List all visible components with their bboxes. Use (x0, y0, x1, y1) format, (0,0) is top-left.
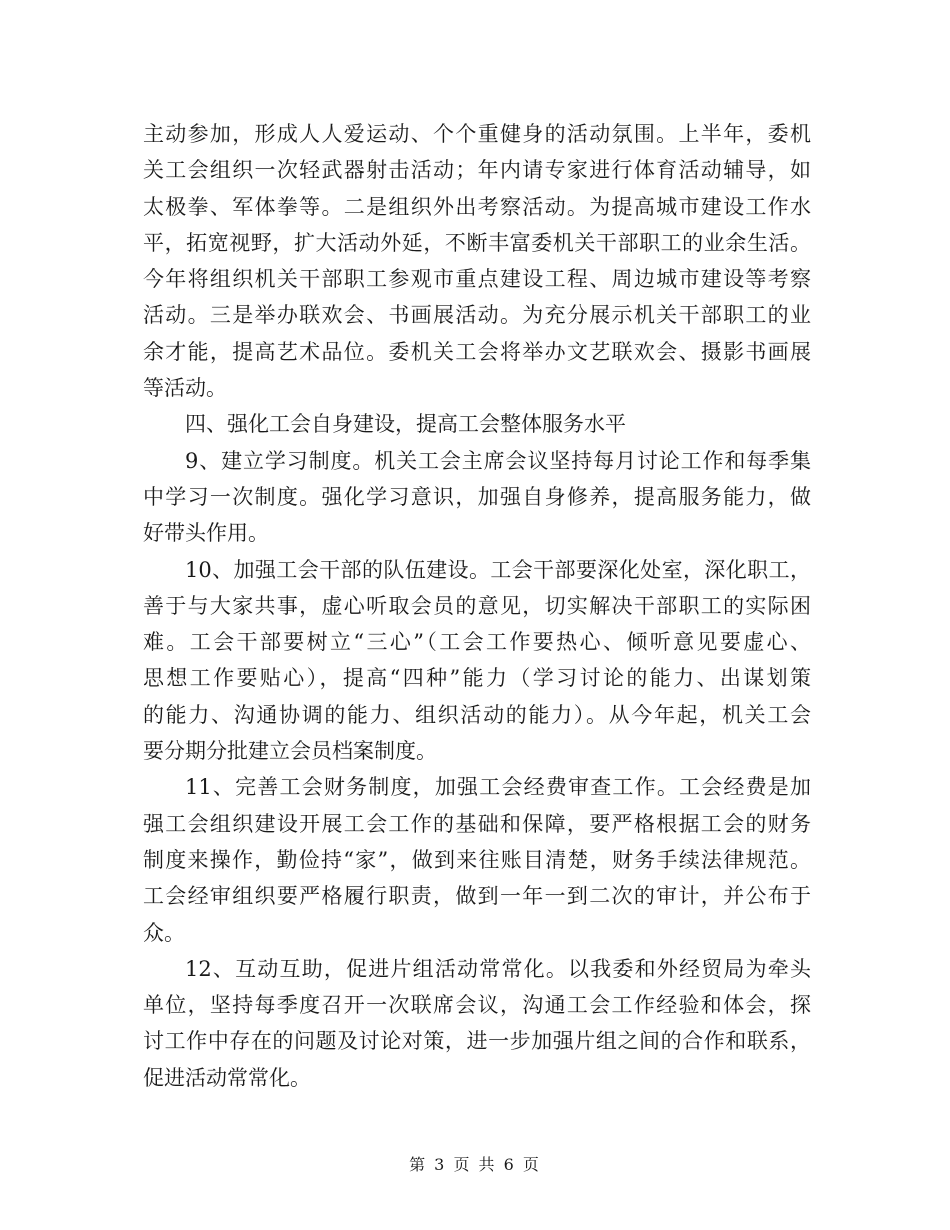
text-line: 善于与大家共事，虚心听取会员的意见，切实解决干部职工的实际困 (143, 593, 811, 618)
text-line: 难。工会干部要树立“三心”（工会工作要热心、倾听意见要虚心、 (143, 630, 811, 655)
text-line: 思想工作要贴心），提高“四种”能力（学习讨论的能力、出谋划策 (143, 666, 811, 691)
text-line: 平，拓宽视野，扩大活动外延，不断丰富委机关干部职工的业余生活。 (143, 230, 811, 255)
text-line: 众。 (143, 920, 185, 945)
text-line: 关工会组织一次轻武器射击活动；年内请专家进行体育活动辅导，如 (143, 158, 811, 183)
text-line: 9、建立学习制度。机关工会主席会议坚持每月讨论工作和每季集 (185, 448, 811, 473)
text-line: 工会经审组织要严格履行职责，做到一年一到二次的审计，并公布于 (143, 884, 811, 909)
paragraph-item-12 (143, 951, 811, 1096)
text-line: 今年将组织机关干部职工参观市重点建设工程、周边城市建设等考察 (143, 267, 811, 292)
text-line: 太极拳、军体拳等。二是组织外出考察活动。为提高城市建设工作水 (143, 194, 811, 219)
heading-text: 四、强化工会自身建设，提高工会整体服务水平 (185, 412, 626, 437)
text-line: 10、加强工会干部的队伍建设。工会干部要深化处室，深化职工， (185, 557, 811, 582)
paragraph-item-9 (143, 443, 811, 552)
text-line: 讨工作中存在的问题及讨论对策，进一步加强片组之间的合作和联系， (143, 1029, 811, 1054)
text-line: 等活动。 (143, 376, 227, 401)
text-line: 活动。三是举办联欢会、书画展活动。为充分展示机关干部职工的业 (143, 303, 811, 328)
text-line: 单位，坚持每季度召开一次联席会议，沟通工会工作经验和体会，探 (143, 993, 811, 1018)
paragraph-continuation (143, 116, 811, 406)
text-line: 强工会组织建设开展工会工作的基础和保障，要严格根据工会的财务 (143, 811, 811, 836)
text-line: 的能力、沟通协调的能力、组织活动的能力）。从今年起，机关工会 (143, 702, 811, 727)
paragraph-item-10 (143, 552, 811, 770)
text-line: 要分期分批建立会员档案制度。 (143, 739, 437, 764)
section-heading (143, 406, 811, 442)
paragraph-item-11 (143, 769, 811, 950)
text-line: 中学习一次制度。强化学习意识，加强自身修养，提高服务能力，做 (143, 484, 811, 509)
text-line: 11、完善工会财务制度，加强工会经费审查工作。工会经费是加 (185, 775, 811, 800)
text-line: 制度来操作，勤俭持“家”，做到来往账目清楚，财务手续法律规范。 (143, 847, 811, 872)
text-line: 余才能，提高艺术品位。委机关工会将举办文艺联欢会、摄影书画展 (143, 339, 811, 364)
page-number-footer: 第 3 页 共 6 页 (409, 1155, 541, 1174)
text-line: 促进活动常常化。 (143, 1065, 311, 1090)
text-line: 好带头作用。 (143, 521, 269, 546)
text-line: 12、互动互助，促进片组活动常常化。以我委和外经贸局为牵头 (185, 956, 811, 981)
document-body (143, 116, 811, 1096)
text-line: 主动参加，形成人人爱运动、个个重健身的活动氛围。上半年，委机 (143, 122, 811, 146)
